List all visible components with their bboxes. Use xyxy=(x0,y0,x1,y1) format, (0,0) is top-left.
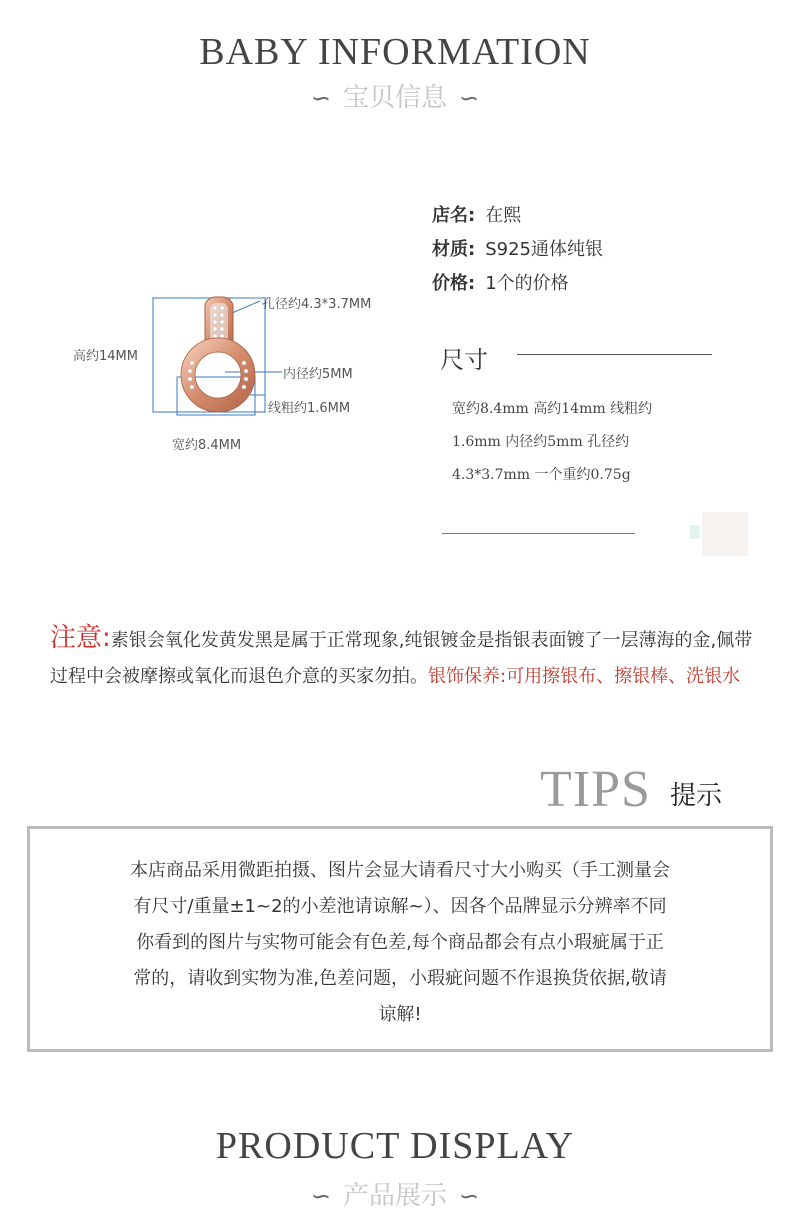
size-line-3: 4.3*3.7mm 一个重约0.75g xyxy=(452,467,631,483)
tips-box xyxy=(27,826,773,1052)
note-heading: 注意: xyxy=(50,623,111,653)
tips-subtitle: 提示 xyxy=(670,781,723,811)
page-title: BABY INFORMATION xyxy=(199,31,591,73)
page-subtitle-text: 宝贝信息 xyxy=(342,83,447,113)
tips-line-1: 本店商品采用微距拍摄、图片会显大请看尺寸大小购买（手工测量会 xyxy=(130,860,670,881)
swirl-right-icon: ∽ xyxy=(459,84,480,112)
swirl-left-icon: ∽ xyxy=(310,84,331,112)
material-value: S925通体纯银 xyxy=(485,239,603,260)
price-row xyxy=(432,269,569,295)
tips-line-3: 你看到的图片与实物可能会有色差,每个商品都会有点小瑕疵属于正 xyxy=(136,932,664,953)
size-title: 尺寸 xyxy=(440,346,488,374)
swirl-right-icon: ∽ xyxy=(459,1182,480,1210)
note-body: 素银会氧化发黄发黑是属于正常现象,纯银镀金是指银表面镀了一层薄海的金,佩带过程中会被摩擦或氧化而退色介意的买家勿拍。 xyxy=(50,630,753,687)
info-divider xyxy=(442,533,635,534)
width-label: 宽约8.4MM xyxy=(172,438,242,453)
shop-row xyxy=(432,201,521,227)
pendant-ring xyxy=(188,345,248,405)
decor-swatch-green xyxy=(690,525,700,539)
size-line-1: 宽约8.4mm 高约14mm 线粗约 xyxy=(452,401,653,417)
page-subtitle xyxy=(0,77,790,114)
product-display-subtitle-text: 产品展示 xyxy=(342,1181,447,1211)
price-key: 价格: xyxy=(432,273,476,294)
shop-value: 在熙 xyxy=(485,205,522,226)
shop-key: 店名: xyxy=(432,205,476,226)
product-display-subtitle xyxy=(0,1175,790,1212)
height-label: 高约14MM xyxy=(73,349,138,364)
swirl-left-icon: ∽ xyxy=(310,1182,331,1210)
decor-swatch-beige xyxy=(702,512,748,556)
material-row xyxy=(432,235,603,261)
inner-diameter-label: 内径约5MM xyxy=(283,367,353,382)
price-value: 1个的价格 xyxy=(485,273,569,294)
size-divider xyxy=(517,354,712,355)
tips-line-4: 常的，请收到实物为准,色差问题，小瑕疵问题不作退换货依据,敬请 xyxy=(133,968,667,989)
product-display-title: PRODUCT DISPLAY xyxy=(215,1125,575,1167)
material-key: 材质: xyxy=(432,239,476,260)
tips-line-2: 有尺寸/重量±1~2的小差池请谅解~）、因各个品牌显示分辨率不同 xyxy=(133,896,667,917)
wire-thickness-label: 线粗约1.6MM xyxy=(268,401,351,416)
size-line-2: 1.6mm 内径约5mm 孔径约 xyxy=(452,434,630,450)
care-note xyxy=(50,620,760,695)
hole-size-label: 孔径约4.3*3.7MM xyxy=(262,297,372,312)
tips-title: TIPS xyxy=(540,761,651,818)
tips-line-5: 谅解! xyxy=(378,1004,422,1025)
note-care: 银饰保养:可用擦银布、擦银棒、洗银水 xyxy=(428,666,741,687)
